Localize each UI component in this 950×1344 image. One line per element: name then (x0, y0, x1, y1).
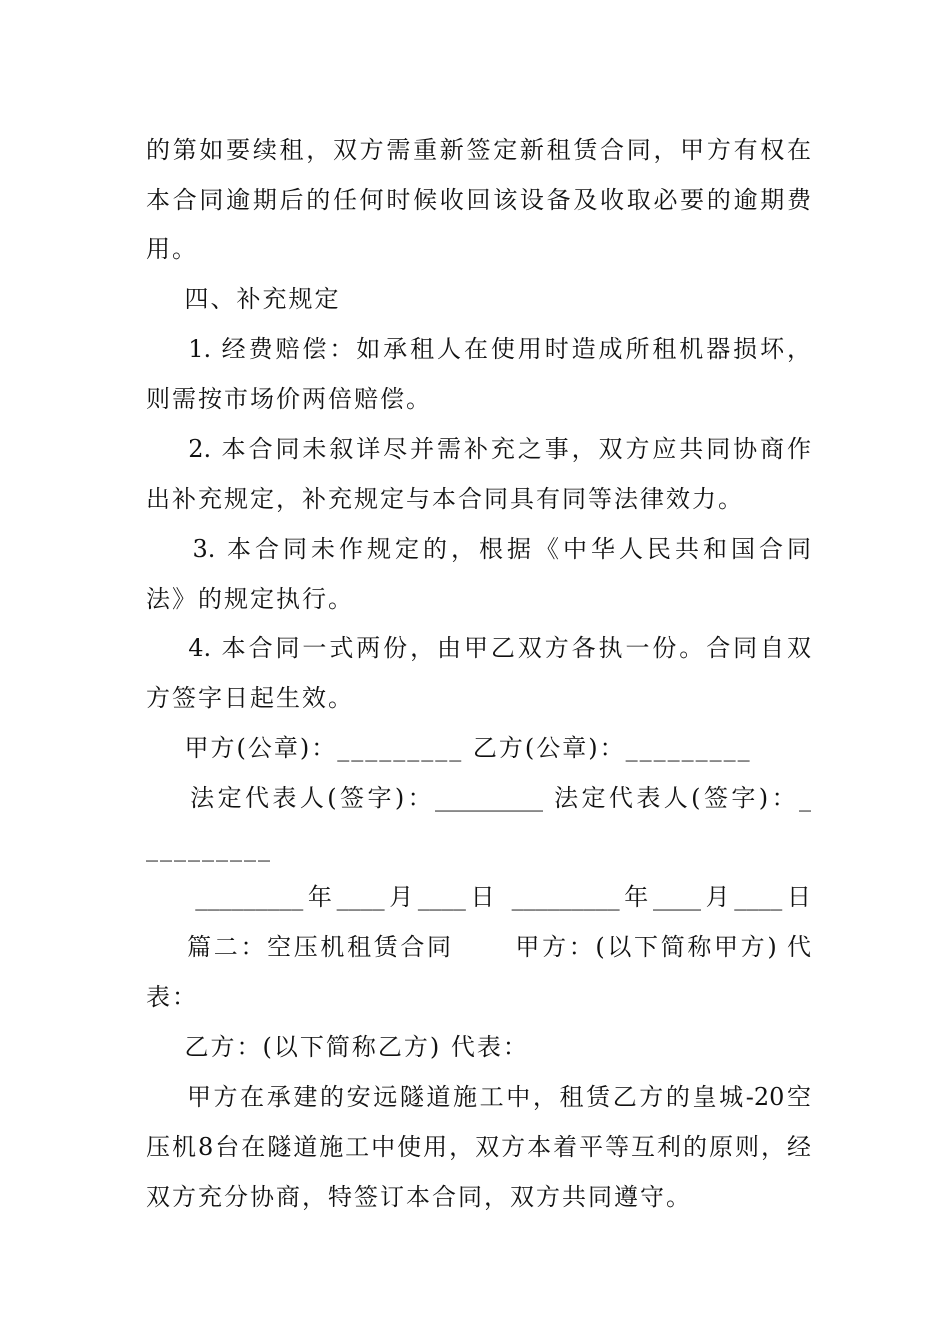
paragraph-line: 的第如要续租，双方需重新签定新租赁合同，甲方有权在 (146, 136, 811, 164)
signature-line-seal: 甲方(公章)：_________ 乙方(公章)：_________ (146, 734, 752, 762)
paragraph-line: 本合同逾期后的任何时候收回该设备及收取必要的逾期费 (146, 186, 811, 214)
paragraph-line: 则需按市场价两倍赔偿。 (146, 385, 432, 413)
paragraph-line: 1. 经费赔偿：如承租人在使用时造成所租机器损坏， (146, 335, 811, 363)
section-heading-part-two: 篇二：空压机租赁合同 甲方：(以下简称甲方) 代 (146, 933, 811, 961)
paragraph-line: 4. 本合同一式两份，由甲乙双方各执一份。合同自双 (146, 634, 811, 662)
signature-line-representative: 法定代表人(签字)：_________ 法定代表人(签字)：_ (146, 784, 811, 812)
section-heading: 四、补充规定 (146, 285, 341, 313)
paragraph-line: 压机8台在隧道施工中使用，双方本着平等互利的原则，经 (146, 1133, 811, 1161)
paragraph-line: 2. 本合同未叙详尽并需补充之事，双方应共同协商作 (146, 435, 811, 463)
paragraph-line: 甲方在承建的安远隧道施工中，租赁乙方的皇城-20空 (146, 1083, 811, 1111)
paragraph-line: 用。 (146, 235, 198, 263)
paragraph-line: 3. 本合同未作规定的，根据《中华人民共和国合同 (146, 535, 811, 563)
paragraph-line: 出补充规定，补充规定与本合同具有同等法律效力。 (146, 485, 744, 513)
paragraph-line: 法》的规定执行。 (146, 585, 354, 613)
paragraph-line: 表： (146, 983, 198, 1011)
paragraph-line: 乙方：(以下简称乙方) 代表： (146, 1033, 529, 1061)
date-line: _________年____月____日 _________年____月____日 (146, 883, 811, 911)
paragraph-line: 方签字日起生效。 (146, 684, 354, 712)
signature-line-continuation: _________ (146, 834, 272, 862)
paragraph-line: 双方充分协商，特签订本合同，双方共同遵守。 (146, 1183, 692, 1211)
